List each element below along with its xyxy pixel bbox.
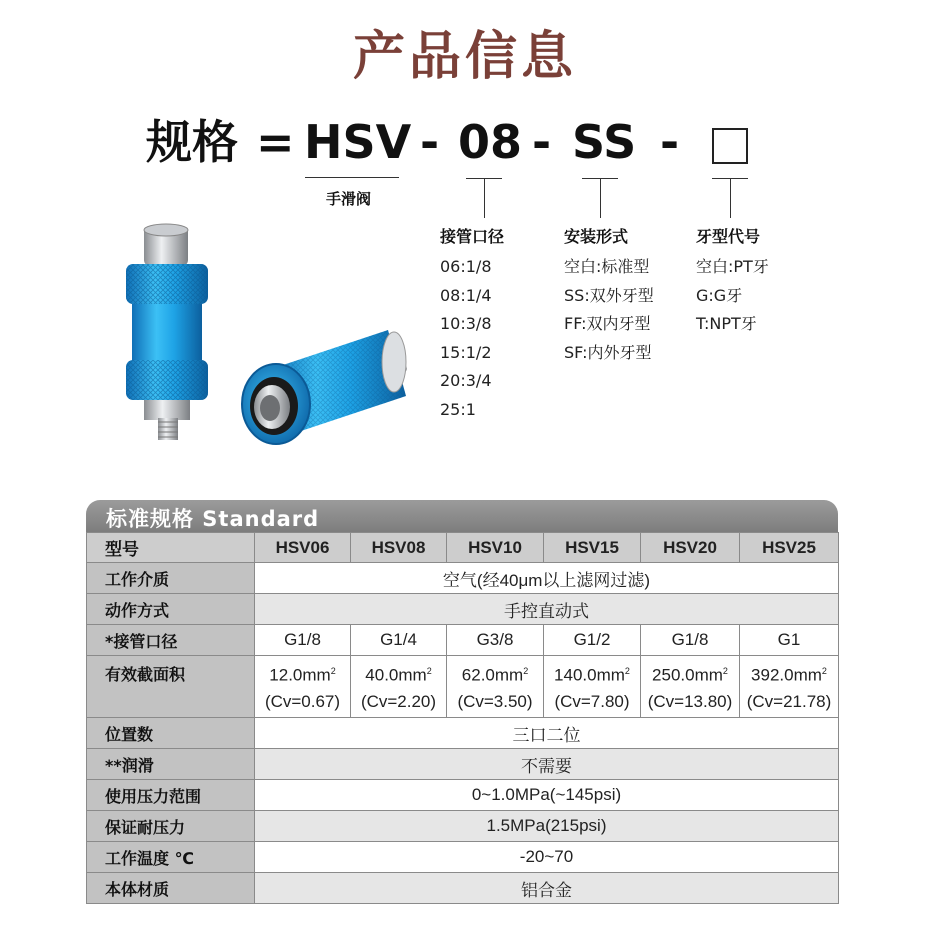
area-cell: $62.0mm^2$ (Cv=3.50) (447, 656, 544, 718)
list-item: 08:1/4 (440, 285, 492, 305)
row-label-area: 有效截面积 (87, 656, 255, 718)
list-item: G:G牙 (696, 285, 743, 305)
upright-valve (126, 224, 208, 440)
model-cell: HSV08 (351, 533, 447, 563)
model-cell: HSV10 (447, 533, 544, 563)
formula-dash-3: - (660, 115, 680, 169)
proof-value: 1.5MPa(215psi) (255, 811, 839, 842)
thread-code-box (712, 128, 748, 164)
table-row (87, 780, 839, 811)
list-item: 25:1 (440, 399, 476, 419)
formula-series: HSV (304, 115, 412, 169)
action-value: 手控直动式 (255, 594, 839, 625)
formula-mount: SS (572, 115, 637, 169)
port-cell: G1 (740, 625, 839, 656)
series-underline (305, 177, 399, 178)
area-cell: $392.0mm^2$ (Cv=21.78) (740, 656, 839, 718)
list-item: 20:3/4 (440, 371, 492, 390)
formula-port: 08 (458, 115, 523, 169)
table-row (87, 842, 839, 873)
column-mount-type (564, 224, 654, 367)
list-item: 15:1/2 (440, 342, 492, 362)
table-row (87, 533, 839, 563)
row-label-lube: **润滑 (87, 749, 255, 780)
column-port-size (440, 224, 504, 424)
formula-dash-2: - (532, 115, 552, 169)
port-cell: G1/8 (255, 625, 351, 656)
port-cell: G1/2 (544, 625, 641, 656)
port-cell: G3/8 (447, 625, 544, 656)
spec-formula (0, 112, 930, 172)
table-row (87, 625, 839, 656)
table-row (87, 811, 839, 842)
model-cell: HSV06 (255, 533, 351, 563)
material-value: 铝合金 (255, 873, 839, 904)
pressure-value: 0~1.0MPa(~145psi) (255, 780, 839, 811)
area-cell: $40.0mm^2$ (Cv=2.20) (351, 656, 447, 718)
lube-value: 不需要 (255, 749, 839, 780)
list-item: 06:1/8 (440, 257, 492, 276)
mount-connector (600, 178, 601, 218)
table-row (87, 656, 839, 718)
port-cell: G1/4 (351, 625, 447, 656)
formula-dash-1: - (420, 115, 440, 169)
model-cell: HSV15 (544, 533, 641, 563)
row-label-medium: 工作介质 (87, 563, 255, 594)
list-item: 空白:标准型 (564, 257, 650, 276)
area-cell: $12.0mm^2$ (Cv=0.67) (255, 656, 351, 718)
model-cell: HSV20 (641, 533, 740, 563)
page-title: 产品信息 (352, 27, 577, 87)
spec-table (86, 500, 838, 908)
row-label-action: 动作方式 (87, 594, 255, 625)
model-cell: HSV25 (740, 533, 839, 563)
row-label-material: 本体材质 (87, 873, 255, 904)
table-row (87, 594, 839, 625)
list-item: 空白:PT牙 (696, 257, 769, 276)
row-label-proof: 保证耐压力 (87, 811, 255, 842)
table-row (87, 749, 839, 780)
area-cell: $250.0mm^2$ (Cv=13.80) (641, 656, 740, 718)
column-thread-type (696, 224, 769, 339)
list-item: FF:双内牙型 (564, 314, 651, 333)
column-heading: 安装形式 (564, 227, 629, 246)
port-connector (484, 178, 485, 218)
row-label-model: 型号 (87, 533, 255, 563)
row-label-temp: 工作温度 ℃ (87, 842, 255, 873)
thread-connector (730, 178, 731, 218)
table-row (87, 718, 839, 749)
spec-table-title: 标准规格 Standard (106, 507, 320, 531)
row-label-pressure: 使用压力范围 (87, 780, 255, 811)
positions-value: 三口二位 (255, 718, 839, 749)
list-item: T:NPT牙 (696, 314, 757, 333)
row-label-positions: 位置数 (87, 718, 255, 749)
valve-product-image (118, 220, 418, 460)
row-label-port: *接管口径 (87, 625, 255, 656)
list-item: 10:3/8 (440, 314, 492, 333)
area-cell: $140.0mm^2$ (Cv=7.80) (544, 656, 641, 718)
lying-valve (242, 330, 408, 444)
formula-equals: = (256, 115, 295, 169)
formula-label: 规格 (146, 115, 238, 169)
spec-table-header (86, 500, 838, 532)
series-note: 手滑阀 (326, 190, 372, 208)
table-row (87, 563, 839, 594)
temp-value: -20~70 (255, 842, 839, 873)
column-heading: 牙型代号 (696, 227, 761, 246)
column-heading: 接管口径 (440, 227, 505, 246)
port-cell: G1/8 (641, 625, 740, 656)
table-row (87, 873, 839, 904)
medium-value: 空气(经40μm以上滤网过滤) (255, 563, 839, 594)
list-item: SF:内外牙型 (564, 342, 652, 362)
list-item: SS:双外牙型 (564, 285, 654, 305)
